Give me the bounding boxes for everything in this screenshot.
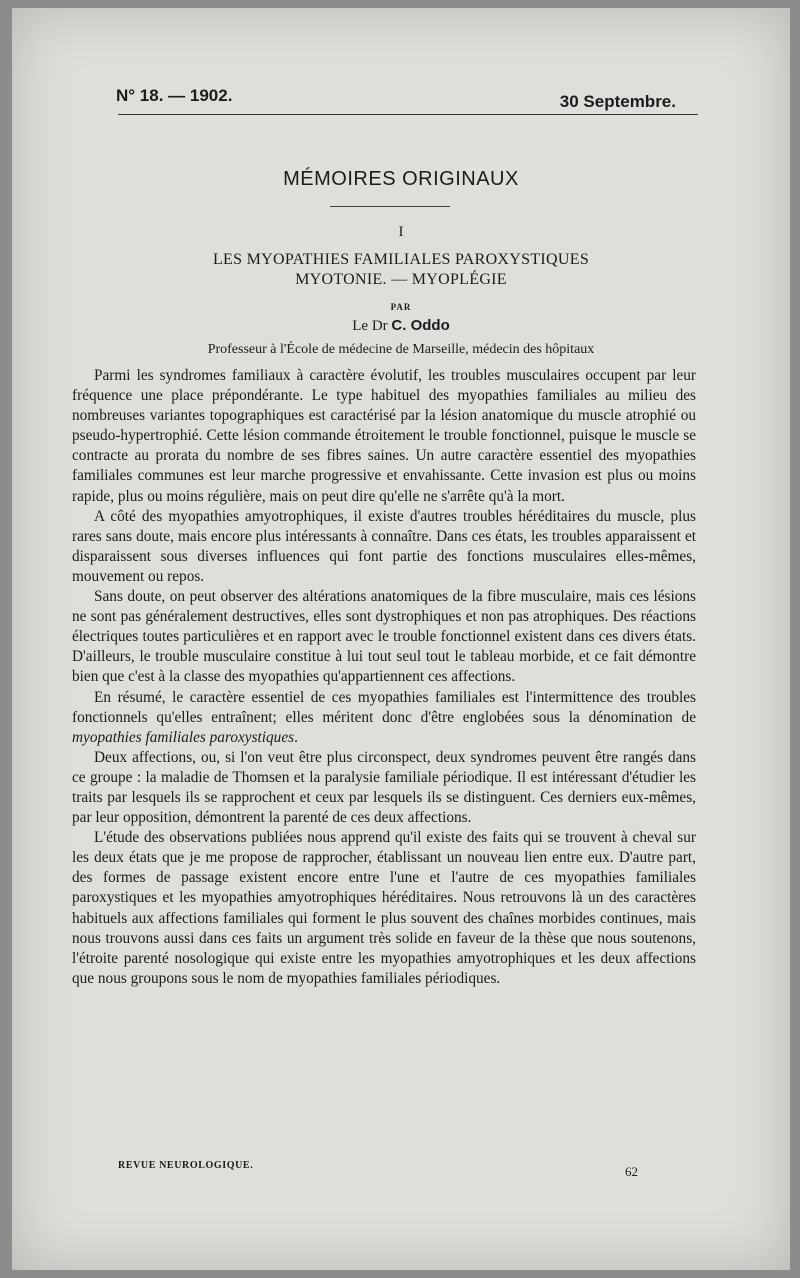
paragraph-4-end: . — [294, 728, 298, 746]
paragraph-2: A côté des myopathies amyotrophiques, il existe d'autres troubles héréditaires du muscle, plus rares sans doute, mais encore plus intéressants à connaître. Dans ces états, les troubles apparaissent et disparaissent sous diverses influences qui font partie des fonctions musculaires elles-mêmes, mouvement ou repos. — [72, 507, 696, 585]
author-line — [12, 317, 790, 335]
paragraph-4-text: En résumé, le caractère essentiel de ces myopathies familiales est l'intermittence des troubles fonctionnels qu'elles entraînent; elles méritent donc d'être englobées sous la dénomination de — [72, 688, 696, 726]
page-number: 62 — [625, 1164, 638, 1179]
paragraph-1: Parmi les syndromes familiaux à caractère évolutif, les troubles musculaires occupent par leur fréquence une place prépondérante. Le type habituel des myopathies familiales au milieu des nombreuses variantes topographiques est caractérisé par la lésion anatomique du muscle atrophié ou pseudo-hypertrophié. Cette lésion commande étroitement le trouble fonctionnel, puisque le muscle se contracte au prorata du nombre de ses fibres saines. Un autre caractère essentiel des myopathies familiales communes est leur marche progressive et envahissante. Cette invasion est plus ou moins rapide, plus ou moins régulière, mais on peut dire qu'elle ne s'arrête qu'à la mort. — [72, 367, 696, 505]
paragraph-4-italic: myopathies familiales paroxystiques — [72, 728, 295, 746]
paragraph-6: L'étude des observations publiées nous apprend qu'il existe des faits qui se trouvent à cheval sur les deux états que je me propose de rapprocher, établissant un nouveau lien entre eux. D'autre part, des formes de passage existent encore entre l'une et l'autre de ces myopathies familiales paroxystiques et les myopathies amyotrophiques héréditaires. Nous retrouvons là un des caractères habituels aux affections familiales qui forment le plus souvent des chaînes morbides continues, mais nous trouvons aussi dans ces faits un argument très solide en faveur de la thèse que nous soutenons, l'étroite parenté nosologique qui existe entre les myopathies amyotrophiques et les deux affections que nous groupons sous le nom de myopathies familiales périodiques. — [72, 829, 696, 987]
header-rule — [118, 114, 698, 115]
article-title-line-2: MYOTONIE. — MYOPLÉGIE — [295, 271, 507, 288]
paragraph-5: Deux affections, ou, si l'on veut être plus circonspect, deux syndromes peuvent être rangés dans ce groupe : la maladie de Thomsen et la paralysie familiale périodique. Il est intéressant d'étudier les traits par lesquels ils se rapprochent et ceux par lesquels ils se distinguent. Ces derniers eux-mêmes, par leur opposition, démontrent la parenté de ces deux affections. — [72, 748, 696, 827]
title-divider — [330, 206, 450, 207]
article-number: I — [398, 224, 404, 240]
author-name: C. Oddo — [391, 317, 450, 334]
author-prefix: Le Dr — [352, 318, 388, 334]
article-title — [12, 250, 790, 290]
article-body — [72, 366, 696, 989]
page-footer — [118, 1158, 638, 1178]
running-header — [116, 78, 676, 111]
issue-date: 30 Septembre. — [559, 92, 676, 111]
paragraph-3: Sans doute, on peut observer des altérations anatomiques de la fibre musculaire, mais ces lésions ne sont pas généralement destructives, elles sont dystrophiques et non pas atrophiques. Des réactions électriques toutes particulières et en rapport avec le trouble fonctionnel existent dans ces divers états. D'ailleurs, le trouble musculaire constitue à lui tout seul tout le tableau morbide, et ce fait démontre bien que c'est à la classe des myopathies qu'appartiennent ces affections. — [72, 588, 696, 686]
article-title-line-1: LES MYOPATHIES FAMILIALES PAROXYSTIQUES — [212, 251, 590, 268]
author-affiliation: Professeur à l'École de médecine de Marseille, médecin des hôpitaux — [207, 342, 595, 357]
issue-number: N° 18. — 1902. — [116, 86, 233, 105]
page — [12, 8, 790, 1270]
paragraph-4 — [72, 688, 696, 748]
section-title: MÉMOIRES ORIGINAUX — [283, 168, 519, 190]
journal-name: REVUE NEUROLOGIQUE. — [118, 1160, 254, 1171]
byline-par: PAR — [390, 302, 412, 312]
